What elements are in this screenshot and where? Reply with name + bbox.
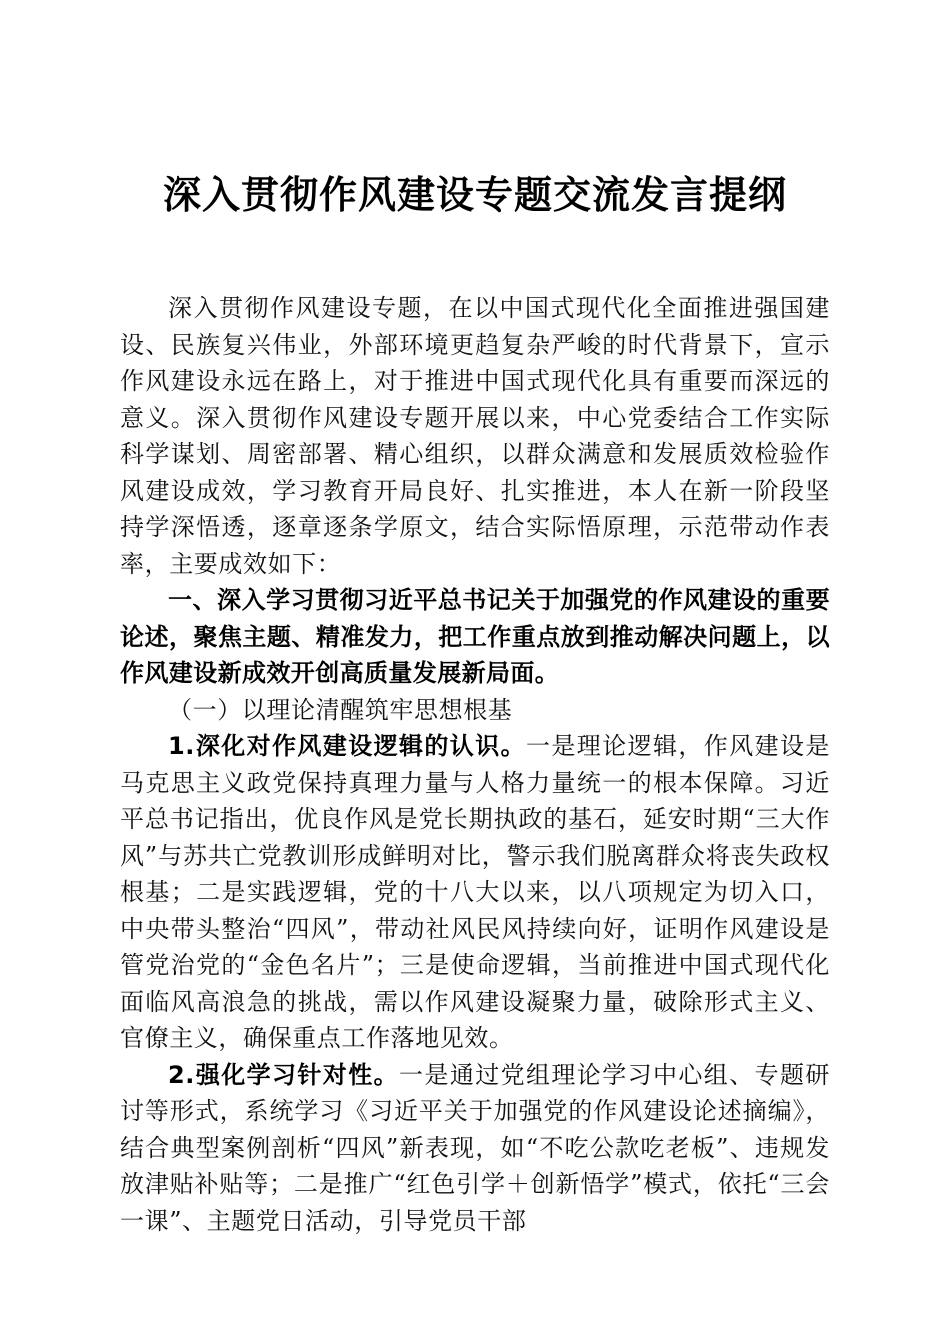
item-paragraph <box>120 728 830 1057</box>
item-lead: 1.深化对作风建设逻辑的认识。 <box>168 732 526 760</box>
document-title: 深入贯彻作风建设专题交流发言提纲 <box>162 172 787 217</box>
subsection-heading: （一）以理论清醒筑牢思想根基 <box>168 695 513 724</box>
document-body <box>120 290 830 1239</box>
item-body: 一是通过党组理论学习中心组、专题研讨等形式，系统学习《习近平关于加强党的作风建设论述摘编》，结合典型案例剖析“四风”新表现，如“不吃公款吃老板”、违规发放津贴补贴等；二是推广“红色引学＋创新悟学”模式，依托“三会一课”、主题党日活动，引导党员干部 <box>120 1060 830 1235</box>
intro-paragraph: 深入贯彻作风建设专题，在以中国式现代化全面推进强国建设、民族复兴伟业，外部环境更趋复杂严峻的时代背景下，宣示作风建设永远在路上，对于推进中国式现代化具有重要而深远的意义。深入贯彻作风建设专题开展以来，中心党委结合工作实际科学谋划、周密部署、精心组织，以群众满意和发展质效检验作风建设成效，学习教育开局良好、扎实推进，本人在新一阶段坚持学深悟透，逐章逐条学原文，结合实际悟原理，示范带动作表率，主要成效如下： <box>120 294 830 578</box>
item-lead: 2.强化学习针对性。 <box>168 1060 400 1089</box>
item-body: 一是理论逻辑，作风建设是马克思主义政党保持真理力量与人格力量统一的根本保障。习近平总书记指出，优良作风是党长期执政的基石，延安时期“三大作风”与苏共亡党教训形成鲜明对比，警示我们脱离群众将丧失政权根基；二是实践逻辑，党的十八大以来，以八项规定为切入口，中央带头整治“四风”，带动社风民风持续向好，证明作风建设是管党治党的“金色名片”；三是使命逻辑，当前推进中国式现代化面临风高浪急的挑战，需以作风建设凝聚力量，破除形式主义、官僚主义，确保重点工作落地见效。 <box>120 732 830 1052</box>
item-paragraph <box>120 1057 830 1240</box>
section-heading: 一、深入学习贯彻习近平总书记关于加强党的作风建设的重要论述，聚焦主题、精准发力，把工作重点放到推动解决问题上，以作风建设新成效开创高质量发展新局面。 <box>120 586 830 687</box>
